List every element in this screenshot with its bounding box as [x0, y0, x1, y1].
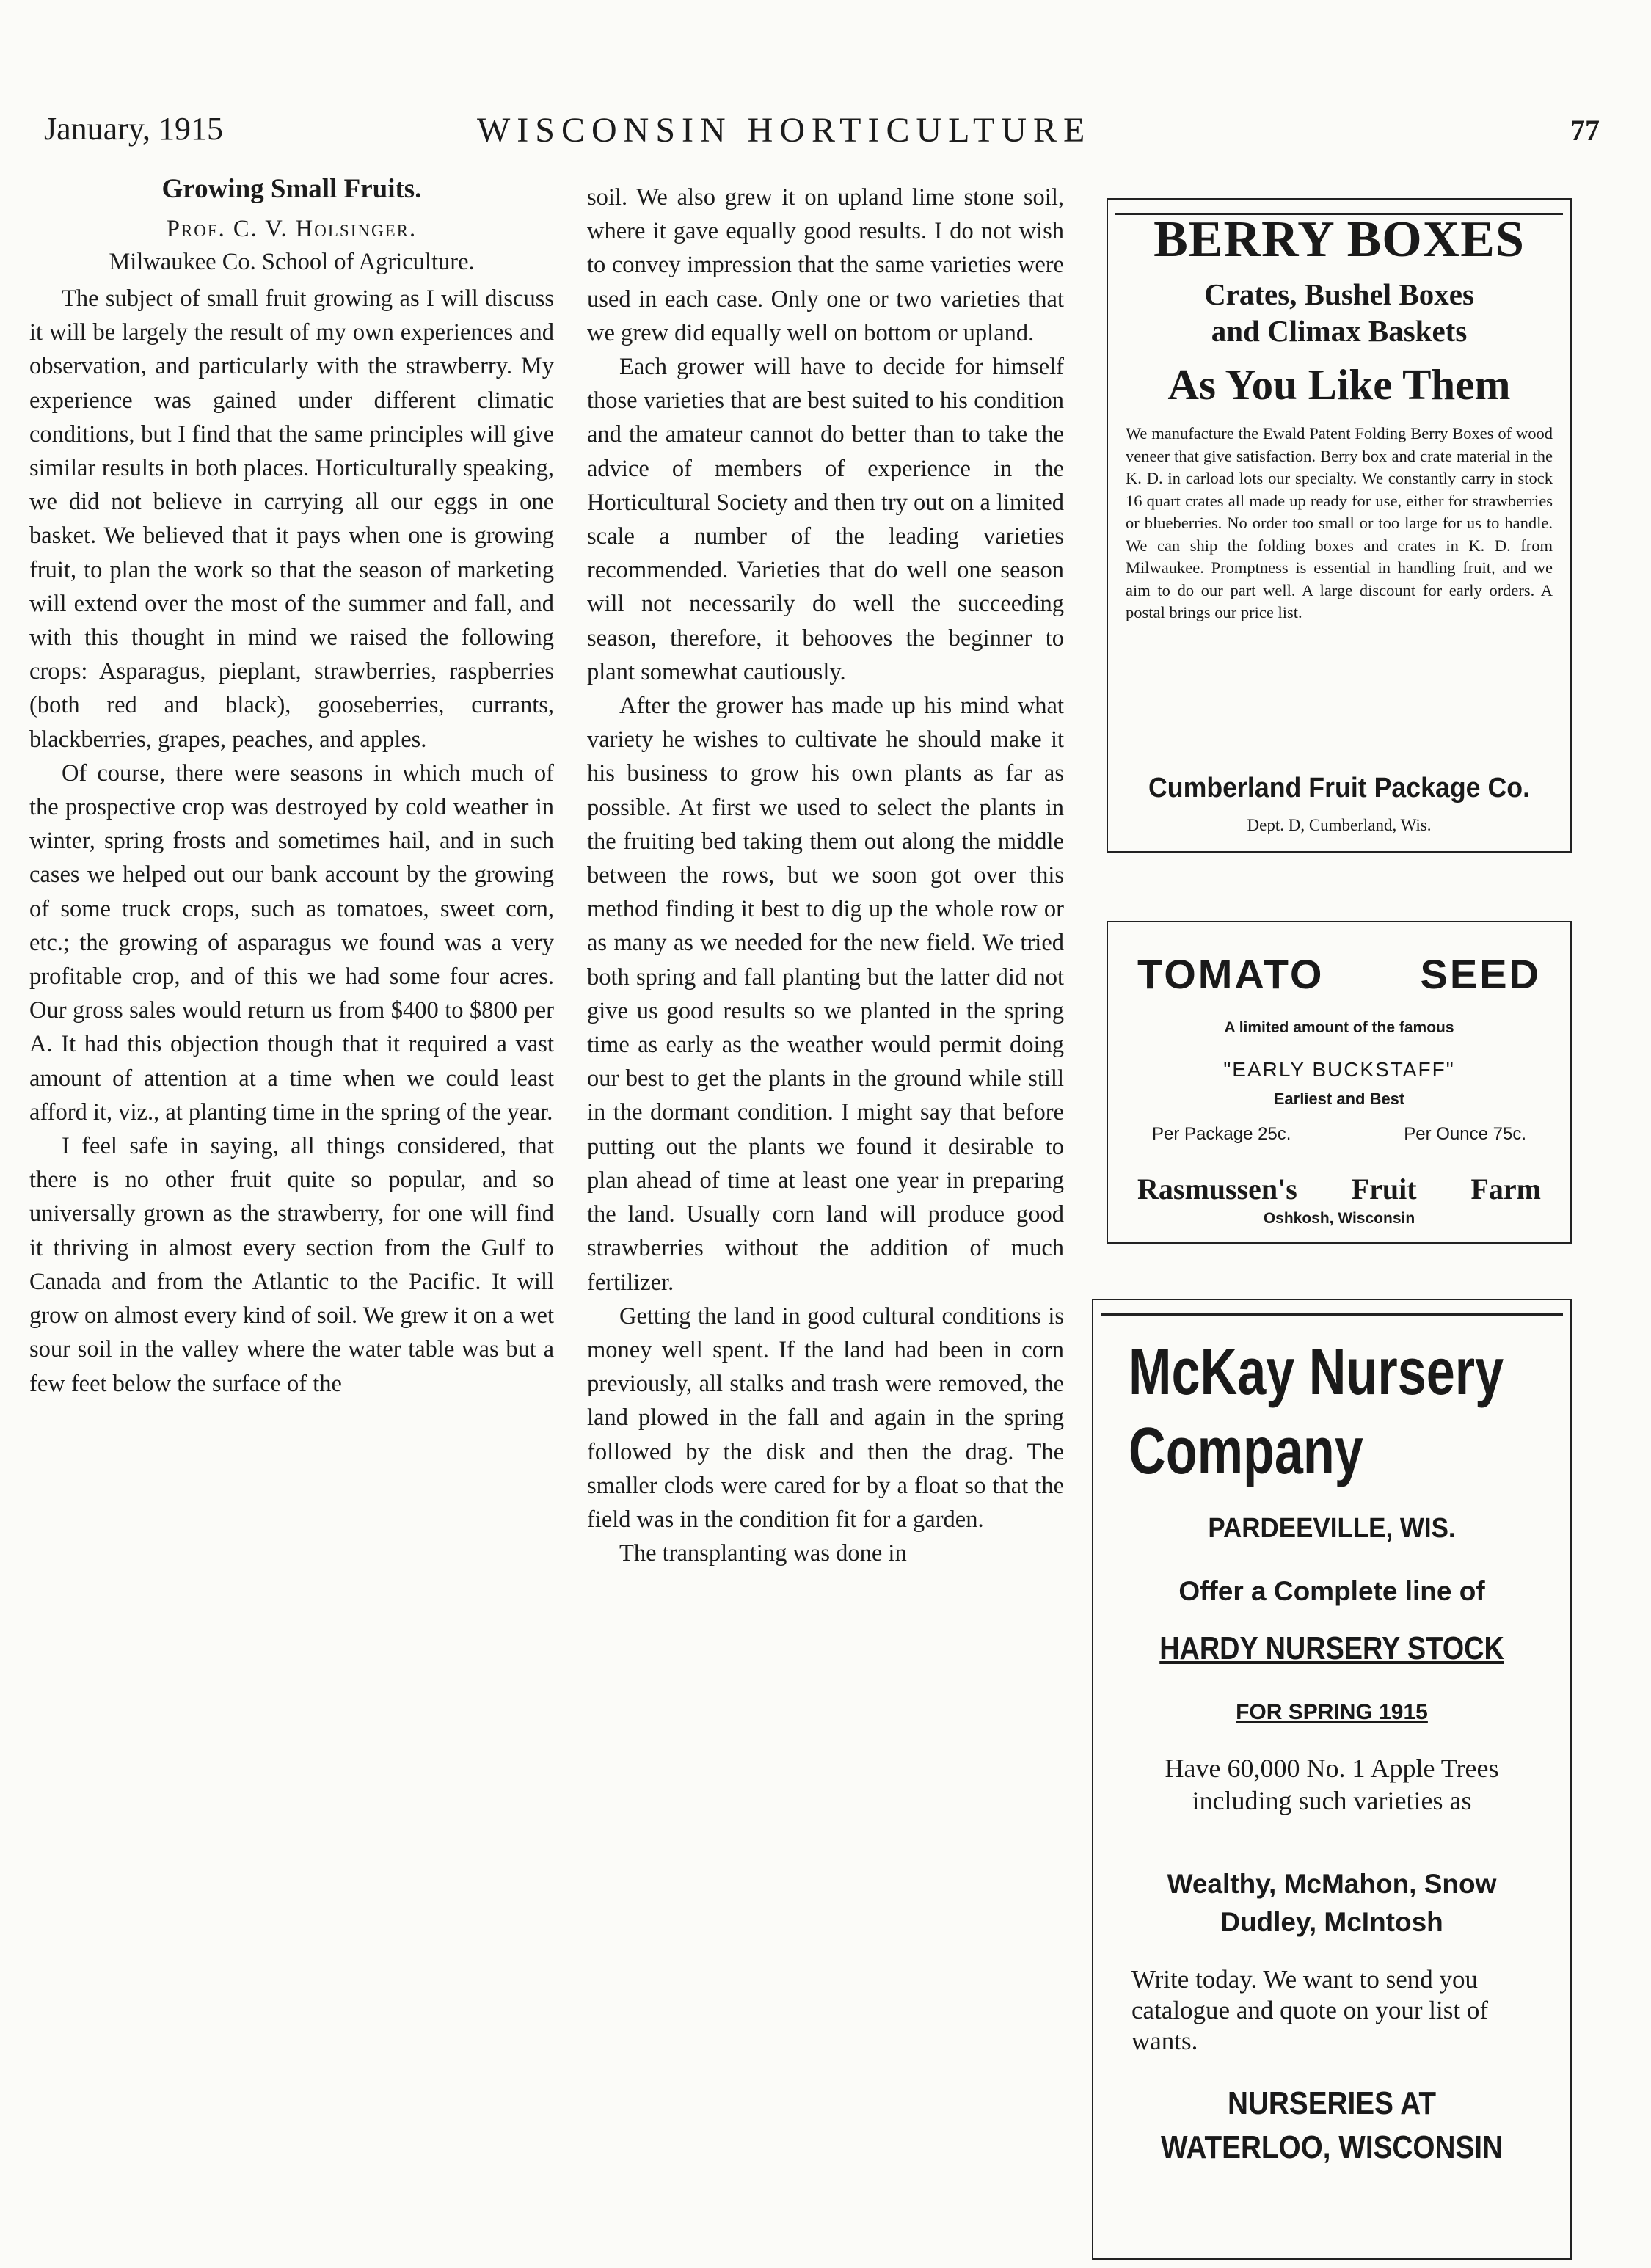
ad-season: FOR SPRING 1915 [1236, 1700, 1428, 1724]
article-paragraph: Each grower will have to decide for himself those varieties that are best suited to his condition and the amateur cannot do better than to take the advice of members of experience in the Horticultural Society and then try out on a limited scale a number of the leading varieties recommended. Varieties that do well one season will not necessarily do well the succeeding season, therefore, it behooves the beginner to plant somewhat cautiously. [587, 354, 1064, 685]
price-package: Per Package 25c. [1152, 1124, 1291, 1144]
ad-body: We manufacture the Ewald Patent Folding Berry Boxes of wood veneer that give satisfaction. Berry box and crate material in the K. D. in carload lots our specialty. We constantly carry in stock 16 quart crates all made up ready for use, either for strawberries or blueberries. No order too small or too large for us to handle. We can ship the folding boxes and crates in K. D. from Milwaukee. Promptness is essential in handling fruit, and we aim to do our part well. A large discount for early orders. A postal brings our price list. [1126, 424, 1553, 621]
ad-stock: HARDY NURSERY STOCK [1159, 1630, 1504, 1666]
article-column-left [29, 170, 554, 1401]
article-title: Growing Small Fruits. [161, 174, 422, 204]
page-header [44, 110, 1600, 161]
article-paragraph: Of course, there were seasons in which much of the prospective crop was destroyed by cold weather in winter, spring frosts and sometimes hail, and in such cases we helped out our bank account by the growing of some truck crops, such as tomatoes, sweet corn, etc.; the growing of asparagus we found was a very profitable crop, and of this we had some four acres. Our gross sales would return us from $400 to $800 per A. It had this objection though that it required a vast amount of attention at a time when we could least afford it, viz., at planting time in the spring of the year. [29, 759, 554, 1126]
ad-prices [1152, 1124, 1526, 1145]
ad-subheadline: Crates, Bushel Boxes and Climax Baskets [1204, 277, 1474, 348]
issue-date: January, 1915 [44, 111, 223, 147]
ad-call-to-action: Write today. We want to send you catalogue and quote on your list of wants. [1131, 1965, 1488, 2055]
article-paragraph: After the grower has made up his mind what variety he wishes to cultivate he should make it his business to grow his own plants as far as possible. At first we used to select the plants in the fruiting bed taking them out along the middle between the rows, but we soon got over this method finding it best to dig up the whole row or as many as we needed for the new field. We tried both spring and fall planting but the latter did not give us good results so we planted in the spring time as early as the weather would permit doing our best to get the plants in the ground while still in the dormant condition. I might say that before putting out the plants we found it desirable to plan ahead of time at least one year in preparing the land. Usually corn land will produce good strawberries without the addition of much fertilizer. [587, 693, 1064, 1296]
ad-line: Earliest and Best [1273, 1090, 1405, 1108]
ad-top-rule [1101, 1313, 1563, 1316]
ad-headline: TOMATO SEED [1137, 951, 1541, 997]
article-paragraph: The transplanting was done in [619, 1540, 907, 1567]
ad-address: NURSERIES AT WATERLOO, WISCONSIN [1160, 2085, 1504, 2165]
ad-company: Rasmussen's Fruit Farm [1137, 1173, 1541, 1206]
ad-address: Oshkosh, Wisconsin [1263, 1210, 1415, 1227]
article-paragraph: I feel safe in saying, all things considered, that there is no other fruit quite so popular, and so universally grown as the strawberry, for one will find it thriving in almost every section from the Gulf to Canada and from the Atlantic to the Pacific. It will grow on almost every kind of soil. We grew it on a wet sour soil in the valley where the water table was but a few feet below the surface of the [29, 1133, 554, 1397]
ad-body: Have 60,000 No. 1 Apple Trees including such varieties as [1165, 1754, 1499, 1815]
article-affiliation: Milwaukee Co. School of Agriculture. [109, 249, 475, 275]
article-paragraph: soil. We also grew it on upland lime stone soil, where it gave equally good results. I do not wish to convey impression that the same varieties were used in each case. Only one or two varieties that we grew did equally well on bottom or upland. [587, 184, 1064, 346]
mckay-nursery-ad [1092, 1299, 1572, 2260]
ad-variety: "EARLY BUCKSTAFF" [1223, 1058, 1455, 1081]
journal-title: WISCONSIN HORTICULTURE [477, 111, 1092, 150]
ad-line: A limited amount of the famous [1224, 1019, 1454, 1036]
page-number: 77 [1570, 114, 1600, 147]
article-paragraph: Getting the land in good cultural conditions is money well spent. If the land had been in corn previously, all stalks and trash were removed, the land plowed in the fall and again in the spring followed by the disk and then the drag. The smaller clods were cared for by a float so that the field was in the condition fit for a garden. [587, 1302, 1064, 1533]
ad-tagline: As You Like Them [1167, 360, 1511, 409]
ad-headline: BERRY BOXES [1153, 211, 1525, 268]
article-author: Prof. C. V. Holsinger. [166, 216, 418, 242]
tomato-seed-ad [1107, 921, 1572, 1244]
ad-company: Cumberland Fruit Package Co. [1148, 773, 1531, 803]
article-column-middle [587, 181, 1064, 1570]
price-ounce: Per Ounce 75c. [1404, 1124, 1526, 1144]
ad-varieties: Wealthy, McMahon, Snow Dudley, McIntosh [1167, 1869, 1497, 1937]
berry-boxes-ad [1107, 198, 1572, 853]
ad-company: McKay Nursery Company [1129, 1335, 1504, 1488]
ad-offer: Offer a Complete line of [1178, 1576, 1485, 1606]
article-paragraph: The subject of small fruit growing as I will discuss it will be largely the result of my own experiences and observation, and particularly with the strawberry. My experience was gained under different climatic conditions, but I find that the same principles will give similar results in both places. Horticulturally speaking, we did not believe in carrying all our eggs in one basket. We believed that it pays when one is growing fruit, to plan the work so that the season of marketing will extend over the most of the summer and fall, and with this thought in mind we raised the following crops: Asparagus, pieplant, strawberries, raspberries (both red and black), gooseberries, currants, blackberries, grapes, peaches, and apples. [29, 285, 554, 753]
ad-city: PARDEEVILLE, WIS. [1208, 1513, 1456, 1544]
ad-address: Dept. D, Cumberland, Wis. [1247, 816, 1432, 834]
